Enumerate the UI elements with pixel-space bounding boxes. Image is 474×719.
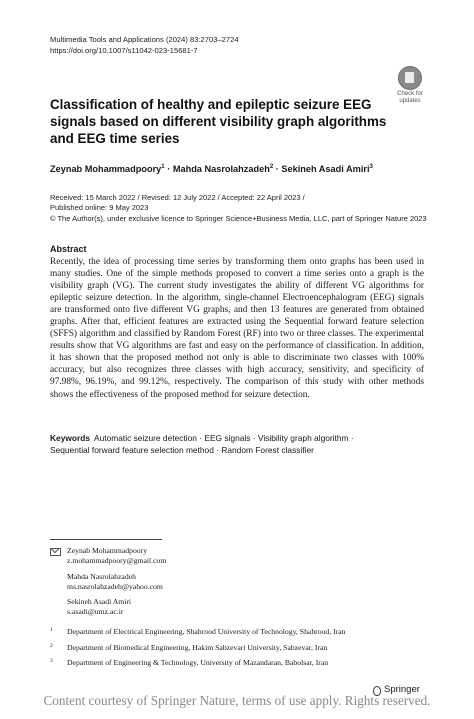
author-2 — [173, 164, 273, 174]
author-separator: · — [273, 164, 282, 175]
affiliation-text: Department of Engineering & Technology, University of Mazandaran, Babolsar, Iran — [67, 658, 329, 668]
author-affil-mark: 1 — [161, 164, 165, 170]
affiliation-item — [50, 658, 345, 668]
contact-entry — [50, 546, 166, 567]
keywords-line-2: Sequential forward feature selection method · Random Forest classifier — [50, 445, 314, 455]
journal-header — [50, 35, 239, 56]
doi-link[interactable]: https://doi.org/10.1007/s11042-023-15681-7 — [50, 45, 198, 55]
copyright-notice: © The Author(s), under exclusive licence to Springer Science+Business Media, LLC, part of Springer Nature 2023 — [50, 213, 427, 223]
contact-email[interactable]: s.asadi@umz.ac.ir — [67, 607, 124, 617]
check-for-updates-badge[interactable] — [392, 66, 428, 102]
history-published: Published online: 9 May 2023 — [50, 203, 149, 213]
affiliation-text: Department of Biomedical Engineering, Hakim Sabzevari University, Sabzevar, Iran — [67, 642, 328, 652]
author-3 — [281, 164, 373, 174]
publication-history — [50, 193, 427, 224]
contact-email[interactable]: z.mohammadpoory@gmail.com — [67, 556, 167, 566]
affiliation-number: 3 — [50, 658, 53, 665]
publisher-name: Springer — [384, 684, 420, 695]
contact-email[interactable]: ms.nasrolahzadeh@yahoo.com — [67, 581, 163, 591]
affiliations — [50, 627, 345, 674]
author-separator: · — [164, 164, 173, 175]
envelope-icon — [50, 548, 61, 556]
abstract-heading: Abstract — [50, 244, 87, 254]
contact-name: Sekineh Asadi Amiri — [67, 597, 132, 607]
affiliation-item — [50, 643, 345, 653]
author-name: Sekineh Asadi Amiri — [281, 164, 370, 175]
badge-line-1: Check for — [397, 91, 423, 97]
author-contacts — [50, 546, 166, 623]
contact-name: Mahda Nasrolahzadeh — [67, 571, 136, 581]
journal-citation: Multimedia Tools and Applications (2024) 83:2703–2724 — [50, 35, 239, 44]
badge-line-2: updates — [399, 97, 421, 104]
keywords-label: Keywords — [50, 433, 91, 443]
footnote-rule — [50, 539, 162, 540]
history-dates: Received: 15 March 2022 / Revised: 12 July 2022 / Accepted: 22 April 2023 / — [50, 193, 305, 202]
affiliation-number: 2 — [50, 642, 53, 649]
affiliation-number: 1 — [50, 627, 53, 633]
contact-entry — [50, 597, 166, 618]
author-affil-mark: 2 — [269, 164, 274, 170]
contact-name: Zeynab Mohammadpoory — [67, 546, 148, 555]
author-1 — [50, 164, 165, 174]
contact-entry — [50, 572, 166, 593]
check-for-updates-icon — [398, 66, 422, 90]
paper-title: Classification of healthy and epileptic seizure EEG signals based on different visibility graph algorithms and EEG time series — [50, 97, 387, 146]
keywords-line-1: Automatic seizure detection · EEG signals · Visibility graph algorithm · — [94, 433, 354, 443]
affiliation-text: Department of Electrical Engineering, Shahrood University of Technology, Shahrood, Iran — [67, 627, 346, 636]
courtesy-watermark: Content courtesy of Springer Nature, terms of use apply. Rights reserved. — [43, 693, 431, 708]
author-affil-mark: 3 — [369, 164, 373, 170]
author-name: Zeynab Mohammadpoory — [50, 164, 162, 175]
author-list — [50, 164, 373, 174]
author-name: Mahda Nasrolahzadeh — [172, 164, 270, 175]
abstract-text: Recently, the idea of processing time series by transforming them onto graphs has been used in many studies. One of the simple methods proposed to convert a time series onto a graph is the visibility graph (VG). The current study investigates the ability of different VG algorithms for epileptic seizure detection. In the algorithm, single-channel Electroencephalogram (EEG) signals are transformed onto five different VG graphs, and then 13 features are generated from obtained graphs. After that, efficient features are extracted using the Sequential forward feature selection (SFFS) algorithm and classified by Random Forest (RF) into two or three classes. The experimental results show that VG algorithms are fast and easy on the performance of classification. In addition, it has shown that the proposed method not only is able to discriminate two classes with 100% accuracy, but also recognizes three classes with high accuracy, sensitivity, and specificity of 97.98%, 96.19%, and 99.12%, respectively. The comparison of this study with other methods shows the effectiveness of the proposed method for seizure detection. — [50, 257, 424, 400]
affiliation-item — [50, 627, 345, 637]
keywords-block — [50, 432, 430, 456]
